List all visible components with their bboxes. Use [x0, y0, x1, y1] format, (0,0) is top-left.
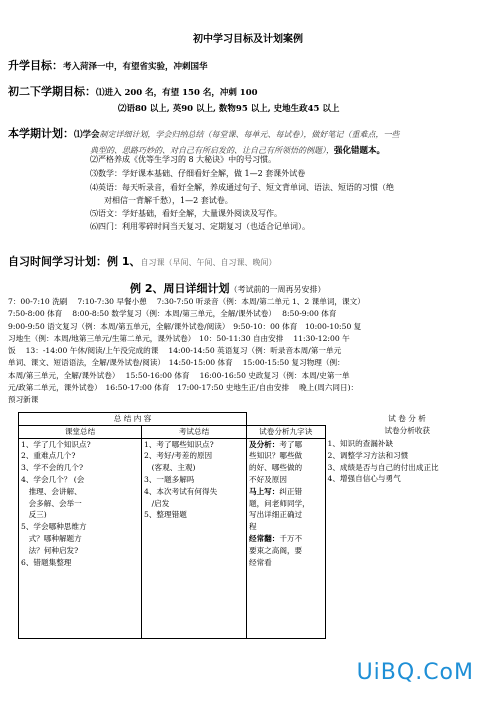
goal-semester-label: 初二下学期目标：: [8, 85, 96, 98]
list-item: /启发: [144, 498, 170, 508]
schedule-line: 单词、课文、短语语法，全解/课外试卷/阅读） 14:50-15:00 体育 15:00-15:50 复习物理（例：: [8, 358, 345, 368]
list-item: 及分析：考了哪: [249, 439, 303, 449]
schedule-line: 习地生（例：本周/地第三单元/生第二单元，课外试卷） 10：50-11:30 自由安排 11:30-12:00 午: [8, 333, 350, 343]
col-nine-words-head: 试卷分析九字诀: [247, 425, 326, 438]
plan-2: ⑵严格养成《优等生学习的 8 大秘诀》中的号习惯。: [90, 155, 277, 164]
summary-head-right: 试 卷 分 析: [388, 413, 426, 423]
list-item: 马上写：纠正错: [249, 486, 303, 496]
schedule-line: 预习新课: [8, 395, 39, 405]
plan-6: ⑹四门：利用零碎时间当天复习、定期复习（也适合记单词）。: [90, 222, 310, 231]
week-plan-note: （考试前的一周再另安排）: [229, 285, 326, 294]
week-plan-title: 例 2、周日详细计划: [130, 282, 230, 295]
list-item: 4、学会几个？ (会: [21, 474, 85, 484]
list-item: 经常看: [249, 557, 272, 567]
plan-label: 本学期计划：: [8, 127, 74, 140]
list-item: 1、知识的查漏补缺: [327, 439, 394, 449]
plan-1-italic-2: 典型的、思路巧妙的、对自己有所启发的、让自己有所领悟的例题），: [90, 146, 334, 155]
list-item: 会多解、会举一: [21, 498, 82, 508]
col-gains: [325, 438, 490, 638]
list-item: 3、一题多解吗: [144, 474, 195, 484]
week-plan-heading: [130, 277, 325, 296]
plan-1-tail: 强化错题本。: [334, 146, 386, 156]
schedule-line: 本周/第三单元，全解/课外试卷） 15:50-16:00 体育 16:00-16:50 史政复习（例：本周/史第一单: [8, 370, 350, 380]
watermark-logo: UiBQ.CoM: [356, 660, 474, 685]
col-class-summary: [19, 438, 142, 638]
self-study-example: 例 1、: [107, 255, 141, 268]
list-item: 4、本次考试有何得失: [144, 486, 218, 496]
list-item: 2、调整学习方法和习惯: [327, 450, 409, 460]
plan-4b: 对相信一背解千愁），1—2 套试卷。: [104, 196, 233, 205]
self-study-note: 自习课（早间、午间、自习课、晚间）: [140, 258, 277, 267]
list-item: 法？何种启发?: [21, 545, 79, 555]
summary-table: [18, 412, 490, 639]
schedule-line: 元/政第二单元，课外试卷） 16:50-17:00 体育 17:00-17:50 史地生正/自由安排 晚上(周六同日)：: [8, 383, 359, 393]
col-exam-summary-head: 考试总结: [142, 425, 247, 438]
list-item: 题，问老师同学，: [249, 498, 310, 508]
plan-3: ⑶数学：学好课本基础、仔细看好全解，做 1—2 套课外试卷: [90, 169, 306, 178]
self-study-label: 自习时间学习计划：: [8, 255, 107, 268]
plan-1-head: ⑴学会: [74, 130, 100, 140]
list-item: 1、学了几个知识点?: [21, 439, 91, 449]
list-item: 推理、会讲解、: [21, 486, 82, 496]
schedule-line: 7：00-7:10 洗刷 7:10-7:30 早餐小憩 7:30-7:50 听录音（例：本周/第二单元 1、2 课单词，课文）: [8, 297, 365, 306]
list-item: 3、成绩是否与自己的付出成正比: [327, 462, 439, 472]
col-exam-summary: [142, 438, 247, 638]
list-item: 2、考好/考差的原因: [144, 451, 213, 461]
goal-semester-text: ⑴进入 200 名，有望 150 名，冲刺 100: [96, 88, 258, 98]
list-item: 式？哪种解题方: [21, 533, 82, 543]
list-item: 的好、哪些做的: [249, 463, 303, 473]
self-study-line: [8, 250, 276, 269]
plan-1-italic: 制定详细计划，学会归纳总结（每堂课、每单元、每试卷），做好笔记（重难点，一些: [99, 130, 400, 139]
summary-head-left: 总 结 内 容: [19, 413, 247, 426]
col-nine-words: [247, 438, 326, 638]
list-item: 4、增强自信心与勇气: [327, 474, 401, 484]
list-item: 不好及原因: [249, 474, 287, 484]
list-item: 3、学不会的几个?: [21, 463, 84, 473]
doc-title: 初中学习目标及计划案例: [193, 34, 303, 45]
goal-entrance-label: 升学目标：: [8, 59, 63, 72]
col-gains-head: 试卷分析收获: [384, 426, 431, 436]
goal-entrance-text: 考入菏泽一中，有望省实验，冲刺国华: [63, 62, 208, 72]
schedule-line: 9:00-9:50 语文复习（例：本周/第五单元，全解/课外试卷/阅读） 9:50-10：00 体育 10:00-10:50 复: [8, 321, 362, 331]
list-item: (客观、主观): [144, 463, 196, 473]
list-item: 5、学会哪种思维方: [21, 522, 87, 532]
list-item: 写出详细正确过: [249, 510, 303, 520]
list-item: 1、考了哪些知识点?: [144, 439, 214, 449]
plan-5: ⑸语文：学好基础，看好全解，大量课外阅读及写作。: [90, 209, 282, 218]
plan-4a: ⑷英语：每天听录音，看好全解，养成通过句子、短文背单词、语法、短语的习惯（绝: [90, 183, 394, 192]
goal-semester-sub: ⑵语80 以上, 英90 以上, 数物95 以上, 史地生政45 以上: [118, 104, 340, 114]
list-item: 反三): [21, 510, 47, 520]
list-item: 5、整理错题: [144, 510, 187, 520]
schedule-line: 7:50-8:00 体育 8:00-8:50 数学复习（例：本周/第三单元，全解/课外试卷） 8:50-9:00 体育: [8, 309, 337, 319]
list-item: 6、错题集整理: [21, 557, 72, 567]
schedule-block: [8, 296, 490, 407]
list-item: 2、重难点几个?: [21, 451, 76, 461]
list-item: 些知识？哪些做: [249, 451, 303, 461]
list-item: 经常翻：千万不: [249, 533, 303, 543]
list-item: 程: [249, 522, 257, 532]
col-class-summary-head: 课堂总结: [19, 425, 142, 438]
goal-semester: [8, 80, 258, 99]
list-item: 要束之高阁，要: [249, 545, 303, 555]
goal-entrance: [8, 54, 208, 73]
schedule-line: 饭 13：-14:00 午休/阅读/上午没完成的课 14:00-14:50 英语复习（例：听录音本周/第一单元: [8, 346, 342, 356]
